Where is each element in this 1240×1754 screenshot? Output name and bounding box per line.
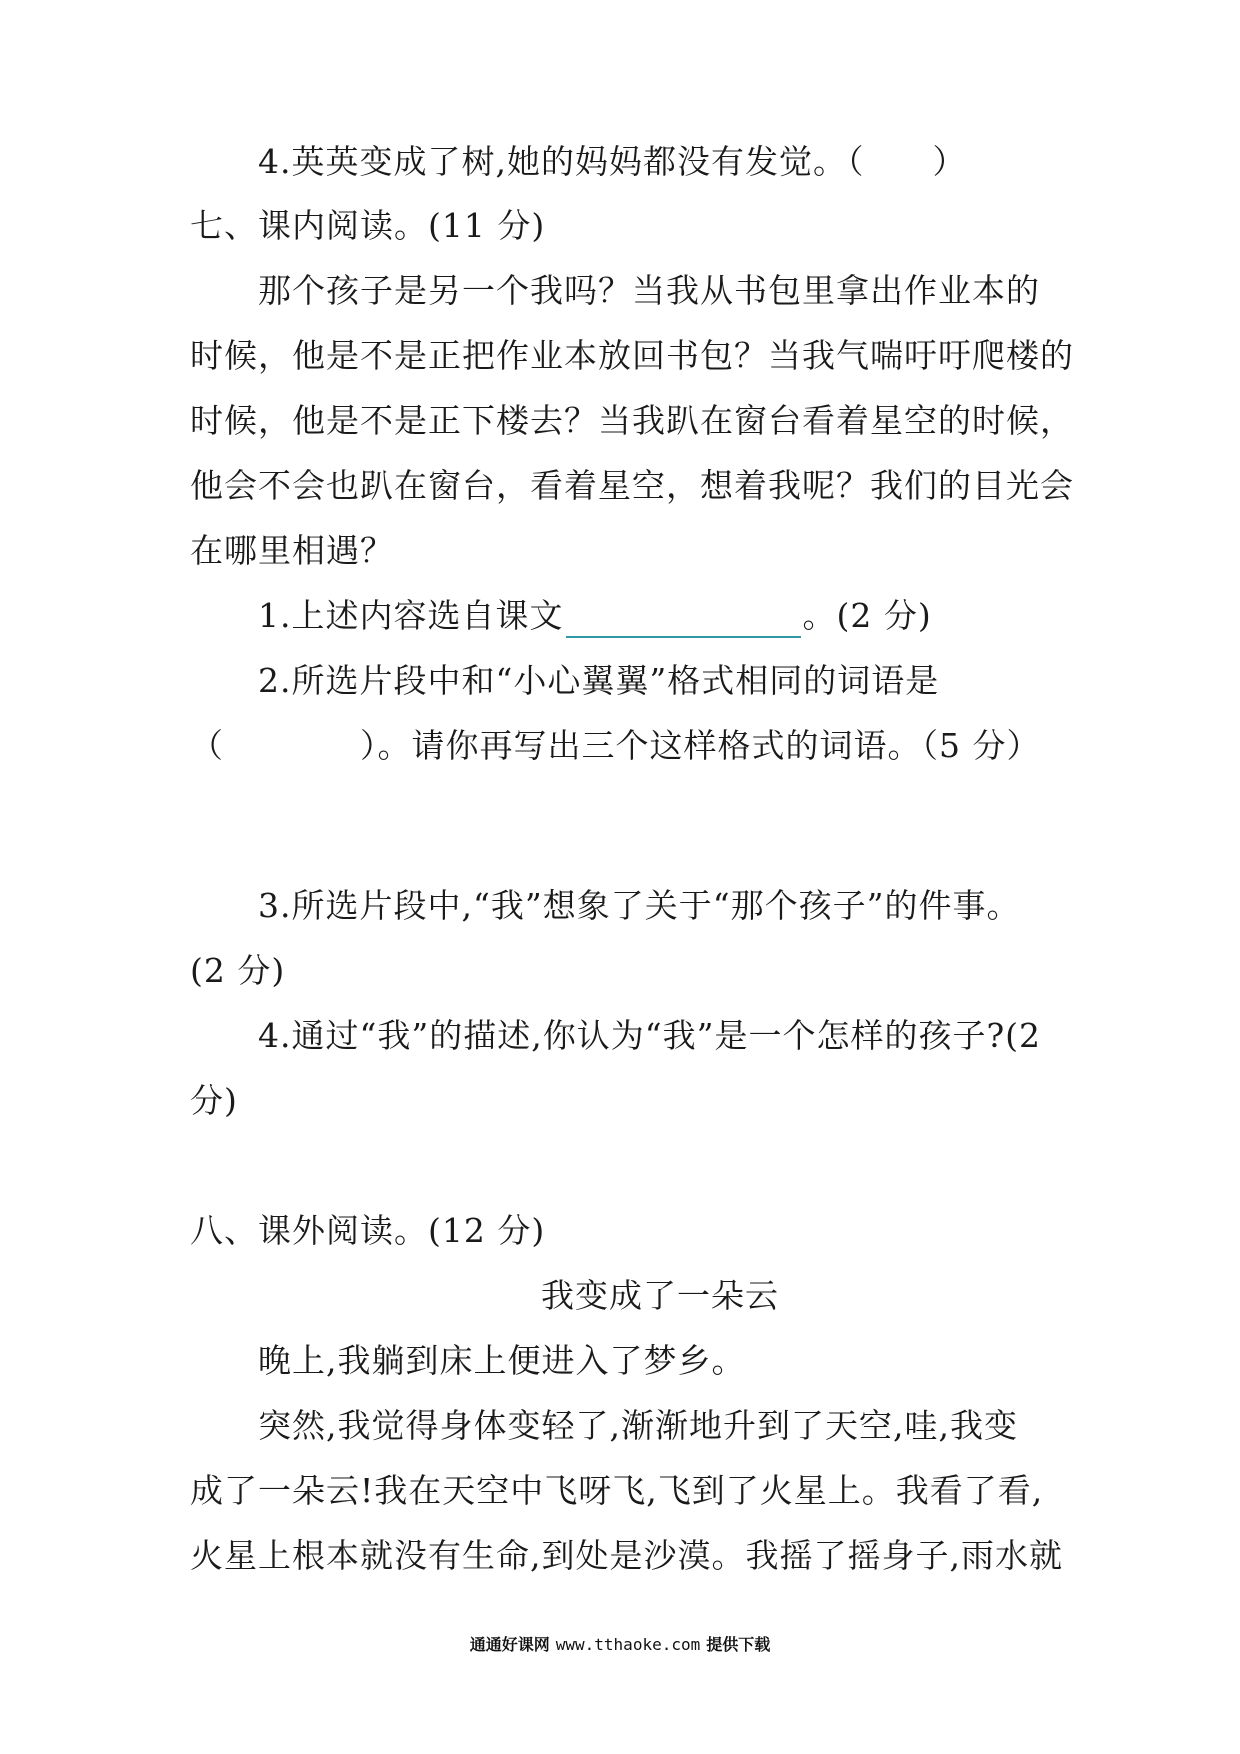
passage-line: 在哪里相遇？ [190,531,394,570]
footer-tail: 提供下载 [706,1635,771,1654]
question-1 [258,594,932,638]
story-line: 火星上根本就没有生命,到处是沙漠。我摇了摇身子,雨水就 [190,1536,1063,1575]
story-line: 突然,我觉得身体变轻了,渐渐地升到了天空,哇,我变 [258,1406,1018,1445]
page-footer [0,1632,1240,1655]
footer-url[interactable]: www.tthaoke.com [555,1635,701,1654]
question-1-score: 。(2 分) [802,596,932,635]
footer-site-name: 通通好课网 [469,1635,550,1654]
passage-line: 时候，他是不是正把作业本放回书包？当我气喘吁吁爬楼的 [190,336,1074,375]
passage-line: 时候，他是不是正下楼去？当我趴在窗台看着星空的时候， [190,401,1074,440]
question-3-line1: 3.所选片段中,“我”想象了关于“那个孩子”的件事。 [258,886,1021,925]
question-2-line1: 2.所选片段中和“小心翼翼”格式相同的词语是 [258,661,940,700]
passage-line: 他会不会也趴在窗台，看着星空，想着我呢？我们的目光会 [190,466,1074,505]
section8-heading: 八、课外阅读。(12 分) [190,1211,546,1250]
story-line: 成了一朵云!我在天空中飞呀飞,飞到了火星上。我看了看, [190,1471,1044,1510]
section6-item4: 4.英英变成了树,她的妈妈都没有发觉。（ ） [258,142,967,181]
question-1-text: 1.上述内容选自课文 [258,596,564,635]
story-paragraph-1: 晚上,我躺到床上便进入了梦乡。 [258,1341,746,1380]
answer-blank[interactable] [566,602,801,638]
story-title: 我变成了一朵云 [541,1276,779,1315]
section7-heading: 七、课内阅读。(11 分) [190,206,546,245]
question-4-line2: 分) [190,1081,238,1120]
passage-line: 那个孩子是另一个我吗？当我从书包里拿出作业本的 [258,271,1040,310]
question-3-line2: (2 分) [190,951,286,990]
question-2-line2: （ ）。请你再写出三个这样格式的词语。（5 分） [190,726,1041,765]
question-4-line1: 4.通过“我”的描述,你认为“我”是一个怎样的孩子?(2 [258,1016,1042,1055]
